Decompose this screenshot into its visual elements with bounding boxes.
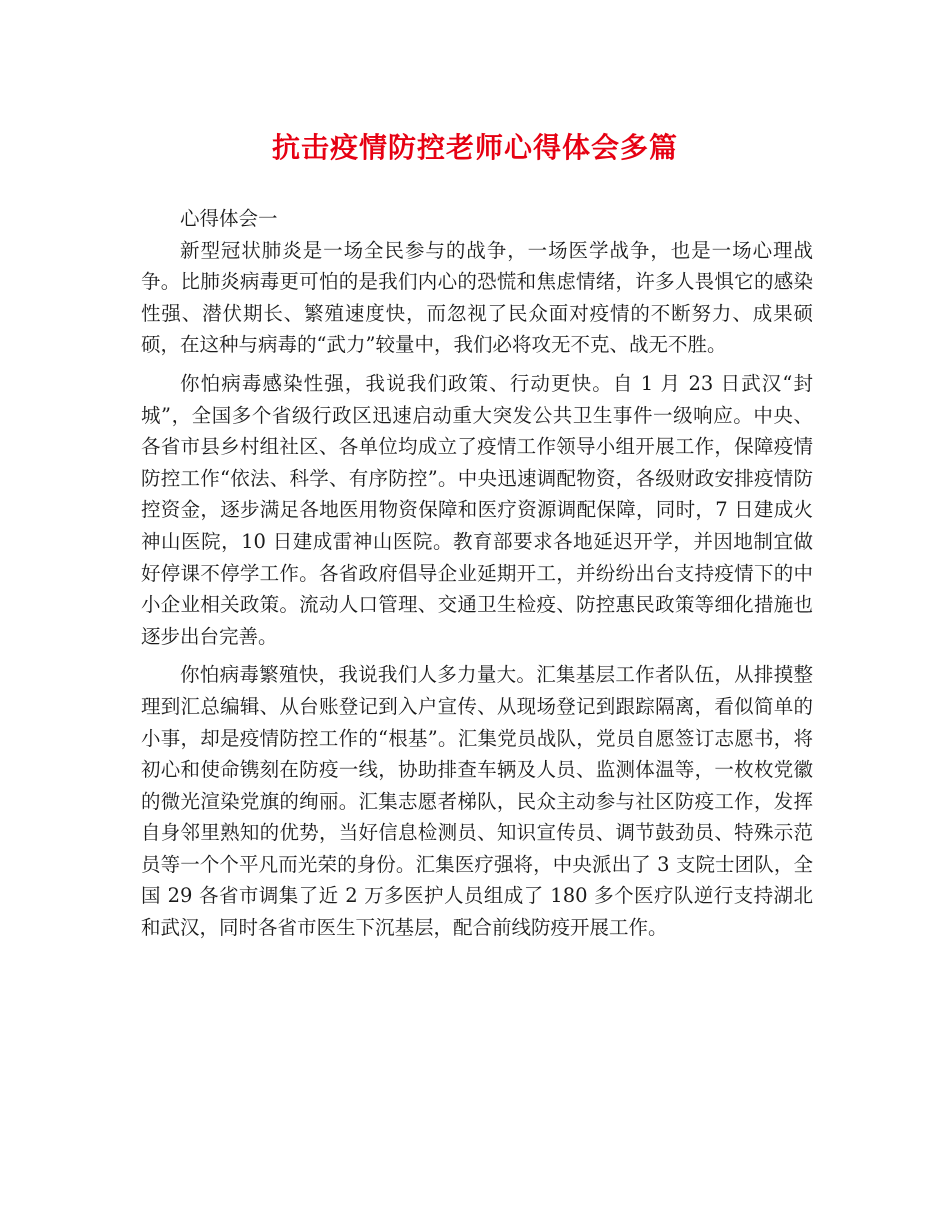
paragraph-2: 你怕病毒感染性强，我说我们政策、行动更快。自 1 月 23 日武汉“封城”，全国多个省级行政区迅速启动重大突发公共卫生事件一级响应。中央、各省市县乡村组社区、各单位均成立了疫情工作领导小组开展工作，保障疫情防控工作“依法、科学、有序防控”。中央迅速调配物资，各级财政安排疫情防控资金，逐步满足各地医用物资保障和医疗资源调配保障，同时，7 日建成火神山医院，10 日建成雷神山医院。教育部要求各地延迟开学，并因地制宜做好停课不停学工作。各省政府倡导企业延期开工，并纷纷出台支持疫情下的中小企业相关政策。流动人口管理、交通卫生检疫、防控惠民政策等细化措施也逐步出台完善。: [141, 371, 813, 648]
paragraph-1: 新型冠状肺炎是一场全民参与的战争，一场医学战争，也是一场心理战争。比肺炎病毒更可怕的是我们内心的恐慌和焦虑情绪，许多人畏惧它的感染性强、潜伏期长、繁殖速度快，而忽视了民众面对疫情的不断努力、成果硕硕，在这种与病毒的“武力”较量中，我们必将攻无不克、战无不胜。: [141, 238, 813, 357]
document-title: 抗击疫情防控老师心得体会多篇: [271, 131, 678, 164]
section-heading: 心得体会一: [180, 207, 278, 230]
paragraph-3: 你怕病毒繁殖快，我说我们人多力量大。汇集基层工作者队伍，从排摸整理到汇总编辑、从台账登记到入户宣传、从现场登记到跟踪隔离，看似简单的小事，却是疫情防控工作的“根基”。汇集党员战队，党员自愿签订志愿书，将初心和使命镌刻在防疫一线，协助排查车辆及人员、监测体温等，一枚枚党徽的微光渲染党旗的绚丽。汇集志愿者梯队，民众主动参与社区防疫工作，发挥自身邻里熟知的优势，当好信息检测员、知识宣传员、调节鼓劲员、特殊示范员等一个个平凡而光荣的身份。汇集医疗强将，中央派出了 3 支院士团队，全国 29 各省市调集了近 2 万多医护人员组成了 180 多个医疗队逆行支持湖北和武汉，同时各省市医生下沉基层，配合前线防疫开展工作。: [141, 663, 813, 940]
document-body: [141, 203, 813, 951]
